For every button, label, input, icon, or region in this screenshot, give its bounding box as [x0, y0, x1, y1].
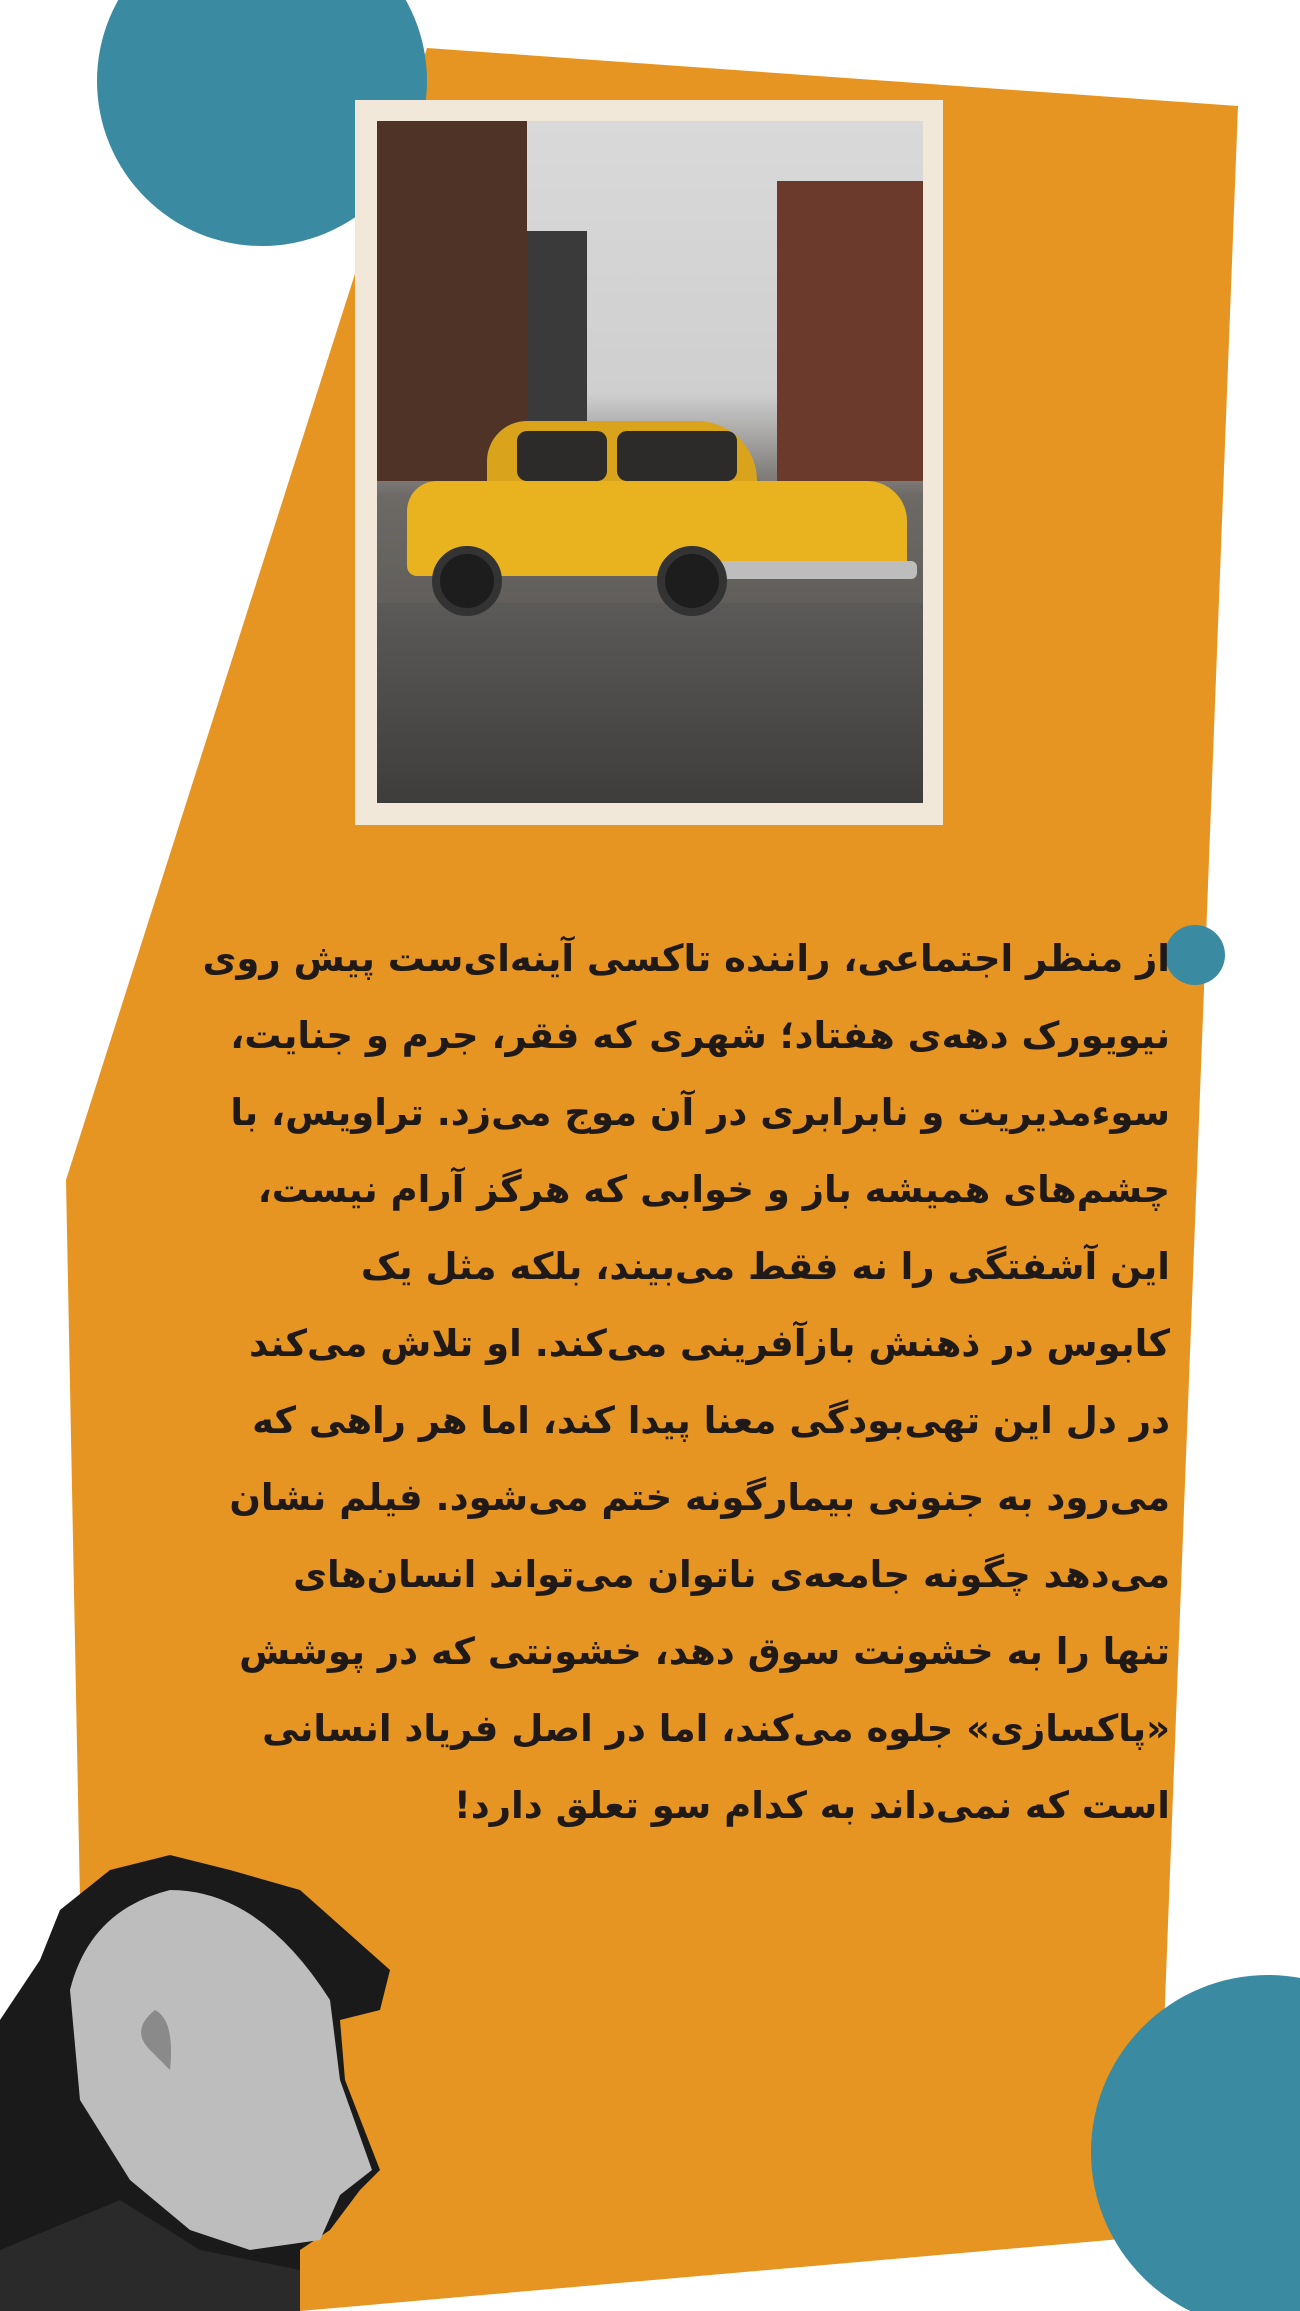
taxi-wheel	[432, 546, 502, 616]
article-line: در دل این تهی‌بودگی معنا پیدا کند، اما هر راهی که	[252, 1399, 1170, 1442]
article-line: چشم‌های همیشه باز و خوابی که هرگز آرام نیست،	[257, 1168, 1170, 1211]
article-line: نیویورک دهه‌ی هفتاد؛ شهری که فقر، جرم و جنایت،	[230, 1014, 1170, 1057]
article-line: تنها را به خشونت سوق دهد، خشونتی که در پوشش	[239, 1630, 1170, 1673]
taxi-wheel	[657, 546, 727, 616]
building-right	[777, 181, 923, 481]
article-body	[170, 920, 1170, 1844]
street	[377, 603, 923, 803]
portrait-cutout	[0, 1850, 400, 2311]
photo-frame	[355, 100, 943, 825]
taxi-bumper	[717, 561, 917, 579]
taxi-photo	[377, 121, 923, 803]
taxi-window	[617, 431, 737, 481]
article-line: می‌رود به جنونی بیمارگونه ختم می‌شود. فیلم نشان	[229, 1476, 1170, 1519]
article-line: می‌دهد چگونه جامعه‌ی ناتوان می‌تواند انسان‌های	[293, 1553, 1170, 1596]
bullet-dot	[1165, 925, 1225, 985]
article-line: سوءمدیریت و نابرابری در آن موج می‌زد. تراویس، با	[230, 1091, 1170, 1134]
article-line: «پاکسازی» جلوه می‌کند، اما در اصل فریاد انسانی	[262, 1707, 1170, 1750]
article-line: این آشفتگی را نه فقط می‌بیند، بلکه مثل یک	[360, 1245, 1170, 1288]
article-line: کابوس در ذهنش بازآفرینی می‌کند. او تلاش می‌کند	[249, 1322, 1170, 1365]
article-line: است که نمی‌داند به کدام سو تعلق دارد!	[453, 1784, 1170, 1827]
taxi-window	[517, 431, 607, 481]
article-line: از منظر اجتماعی، راننده تاکسی آینه‌ای‌ست پیش روی	[202, 937, 1170, 980]
